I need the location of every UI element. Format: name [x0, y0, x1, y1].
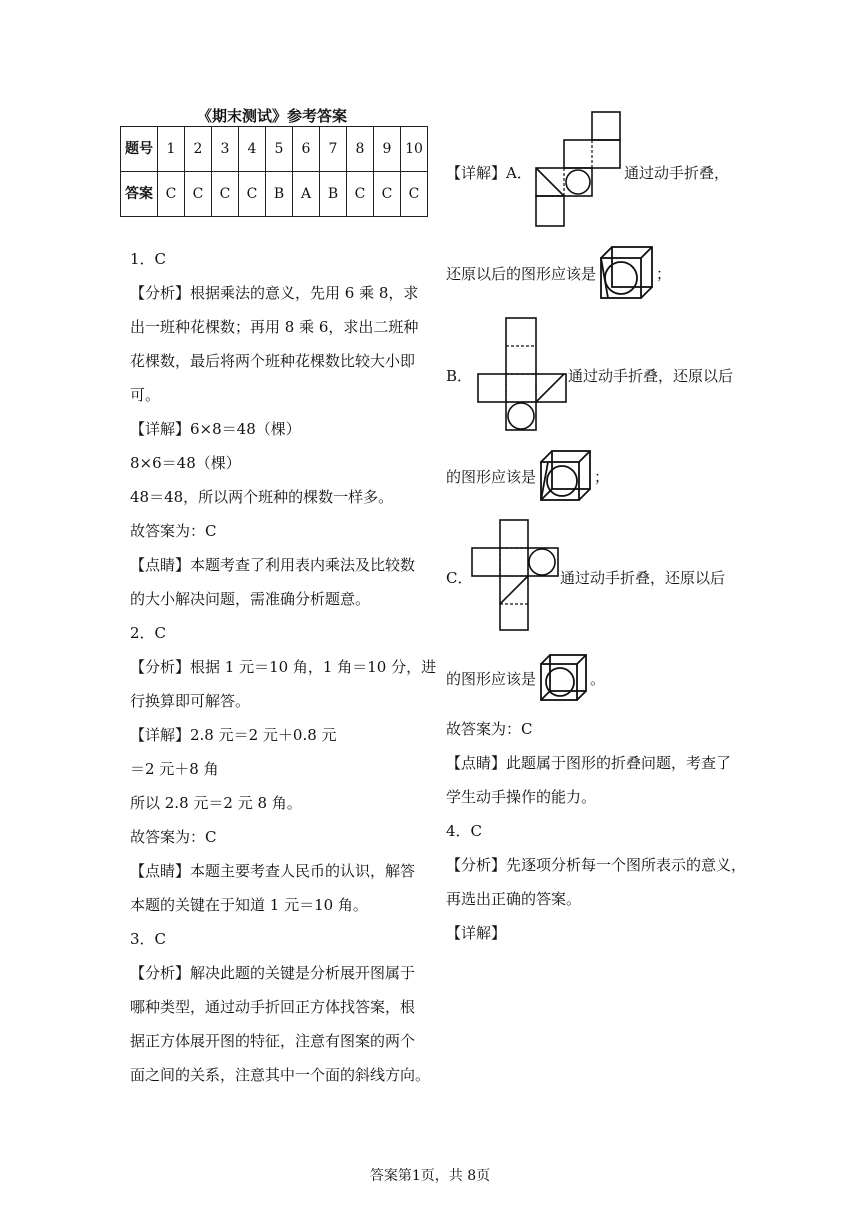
table-cell: C [185, 172, 212, 217]
text-line: ＝2 元＋8 角 [130, 760, 219, 778]
text-line: 故答案为：C [446, 720, 533, 738]
table-cell: C [158, 172, 185, 217]
text-line: C． [446, 569, 473, 587]
table-cell: C [212, 172, 239, 217]
text-line: 【分析】先逐项分析每一个图所表示的意义， [446, 856, 747, 874]
table-header-cell: 题号 [121, 127, 158, 172]
text-line: 故答案为：C [130, 828, 217, 846]
text-line: 3．C [130, 930, 167, 948]
table-cell: 9 [374, 127, 401, 172]
text-line: 通过动手折叠，还原以后 [560, 569, 726, 587]
right-column-text [446, 712, 746, 950]
table-row [121, 172, 428, 217]
text-line: 的大小解决问题，需准确分析题意。 [130, 590, 371, 608]
table-cell: C [347, 172, 374, 217]
text-line: 【分析】解决此题的关键是分析展开图属于 [130, 964, 416, 982]
answer-table [120, 126, 428, 217]
text-line: 出一班种花棵数；再用 8 乘 6，求出二班种 [130, 318, 419, 336]
text-line: 花棵数，最后将两个班种花棵数比较大小即 [130, 352, 416, 370]
text-line: 【详解】2.8 元＝2 元＋0.8 元 [130, 726, 337, 744]
text-line: 8×6＝48（棵） [130, 454, 241, 472]
text-line: 还原以后的图形应该是 [446, 265, 597, 283]
table-cell: 8 [347, 127, 374, 172]
text-line: 2．C [130, 624, 167, 642]
net-b-figure [476, 316, 568, 434]
text-line: 故答案为：C [130, 522, 217, 540]
page-title: 《期末测试》参考答案 [196, 107, 347, 125]
table-cell: 7 [320, 127, 347, 172]
text-line: 通过动手折叠，还原以后 [568, 367, 734, 385]
text-line: 【分析】根据乘法的意义，先用 6 乘 8，求 [130, 284, 419, 302]
text-line: B． [446, 367, 473, 385]
text-line: ； [594, 468, 610, 486]
table-cell: 1 [158, 127, 185, 172]
table-cell: 5 [266, 127, 293, 172]
text-line: 据正方体展开图的特征，注意有图案的两个 [130, 1032, 416, 1050]
text-line: 的图形应该是 [446, 670, 537, 688]
table-header-cell: 答案 [121, 172, 158, 217]
text-line: 的图形应该是 [446, 468, 537, 486]
text-line: 学生动手操作的能力。 [446, 788, 597, 806]
text-line: 【详解】A． [446, 164, 532, 182]
table-cell: 2 [185, 127, 212, 172]
text-line: 再选出正确的答案。 [446, 890, 582, 908]
left-column [130, 242, 437, 1092]
table-row [121, 127, 428, 172]
table-cell: C [239, 172, 266, 217]
text-line: 48＝48，所以两个班种的棵数一样多。 [130, 488, 394, 506]
text-line: 【详解】 [446, 924, 507, 942]
table-cell: A [293, 172, 320, 217]
table-cell: 6 [293, 127, 320, 172]
text-line: 面之间的关系，注意其中一个面的斜线方向。 [130, 1066, 431, 1084]
text-line: 【点睛】本题主要考查人民币的认识，解答 [130, 862, 416, 880]
cube-b-figure [538, 448, 594, 504]
text-line: 【分析】根据 1 元＝10 角，1 角＝10 分，进 [130, 658, 437, 676]
table-cell: 3 [212, 127, 239, 172]
text-line: 1．C [130, 250, 167, 268]
net-c-figure [470, 518, 560, 634]
text-line: 可。 [130, 386, 161, 404]
table-cell: 10 [401, 127, 428, 172]
table-cell: B [320, 172, 347, 217]
text-line: 4．C [446, 822, 483, 840]
text-line: 所以 2.8 元＝2 元 8 角。 [130, 794, 302, 812]
text-line: 哪种类型，通过动手折回正方体找答案，根 [130, 998, 416, 1016]
text-line: 本题的关键在于知道 1 元＝10 角。 [130, 896, 368, 914]
text-line: 【点睛】本题考查了利用表内乘法及比较数 [130, 556, 416, 574]
text-line: 【点睛】此题属于图形的折叠问题，考查了 [446, 754, 732, 772]
table-cell: C [401, 172, 428, 217]
table-cell: B [266, 172, 293, 217]
text-line: ； [656, 265, 672, 283]
text-line: 行换算即可解答。 [130, 692, 251, 710]
text-line: 通过动手折叠， [624, 164, 730, 182]
table-cell: C [374, 172, 401, 217]
text-line: 。 [590, 670, 606, 688]
cube-c-figure [538, 652, 590, 704]
net-a-figure [532, 110, 624, 230]
text-line: 【详解】6×8＝48（棵） [130, 420, 301, 438]
cube-a-figure [598, 244, 656, 302]
page-footer: 答案第1页，共 8页 [369, 1168, 491, 1184]
table-cell: 4 [239, 127, 266, 172]
